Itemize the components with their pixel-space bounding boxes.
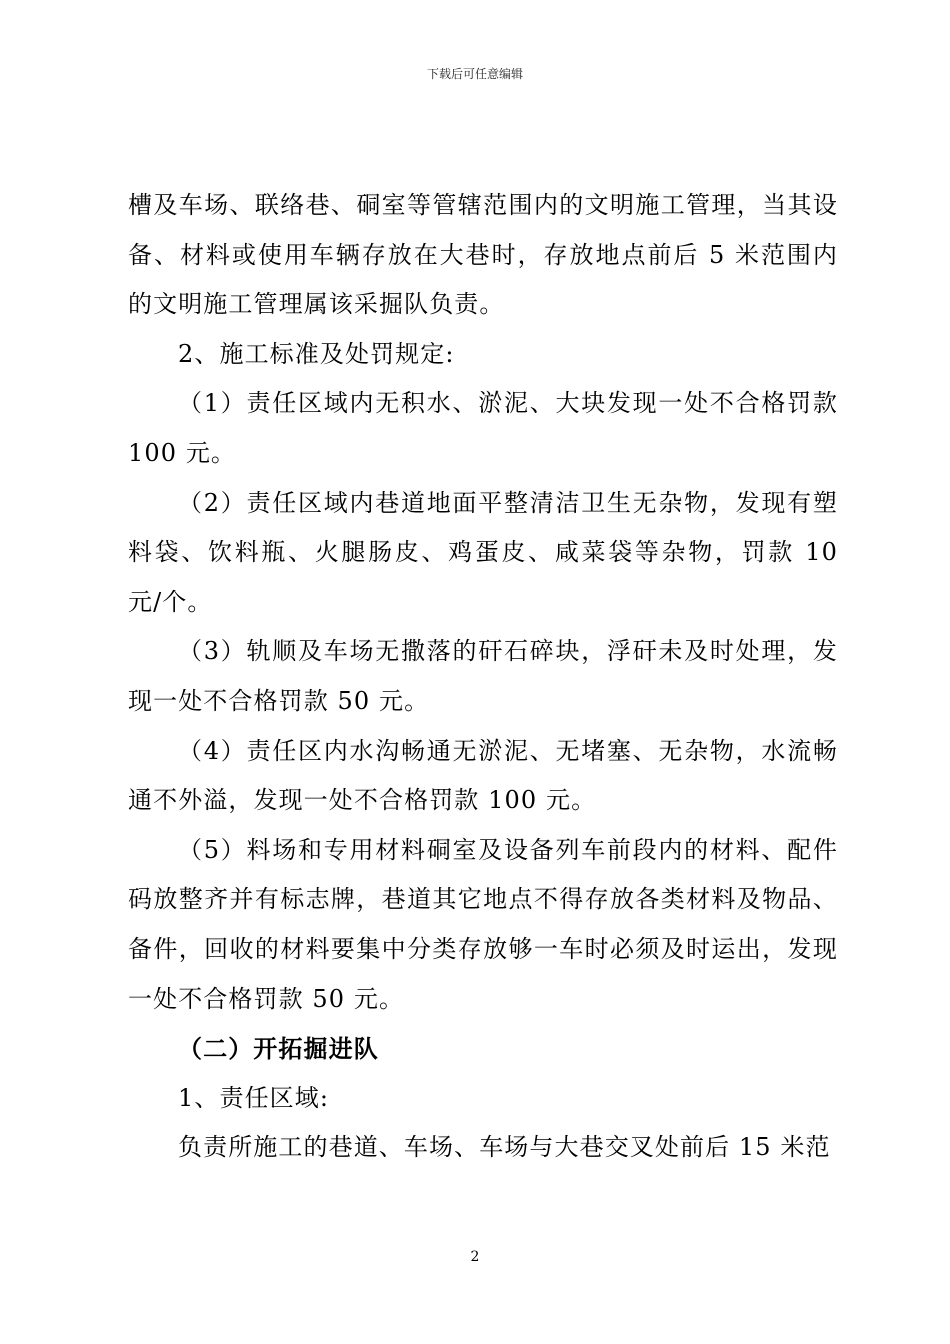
- paragraph-rule-5: （5）料场和专用材料硐室及设备列车前段内的材料、配件码放整齐并有标志牌，巷道其它地点不得存放各类材料及物品、备件，回收的材料要集中分类存放够一车时必须及时运出，发现一处不合格罚款 50 元。: [128, 835, 838, 1013]
- paragraph-area-text: 负责所施工的巷道、车场、车场与大巷交叉处前后 15 米范: [178, 1133, 831, 1162]
- document-body: [128, 181, 838, 1173]
- paragraph-subheading-area: 1、责任区域:: [178, 1083, 330, 1112]
- paragraph-subheading-standards: 2、施工标准及处罚规定:: [178, 339, 455, 368]
- section-heading: （二）开拓掘进队: [178, 1034, 379, 1064]
- paragraph-continuation: 槽及车场、联络巷、硐室等管辖范围内的文明施工管理，当其设备、材料或使用车辆存放在大巷时，存放地点前后 5 米范围内的文明施工管理属该采掘队负责。: [128, 191, 838, 319]
- paragraph-rule-3: （3）轨顺及车场无撒落的矸石碎块，浮矸未及时处理，发现一处不合格罚款 50 元。: [128, 637, 838, 715]
- page-number: 2: [470, 1249, 480, 1265]
- page-header: 下载后可任意编辑: [426, 67, 523, 81]
- paragraph-rule-1: （1）责任区域内无积水、淤泥、大块发现一处不合格罚款100 元。: [128, 389, 838, 467]
- paragraph-rule-2: （2）责任区域内巷道地面平整清洁卫生无杂物，发现有塑料袋、饮料瓶、火腿肠皮、鸡蛋皮、咸菜袋等杂物，罚款 10 元/个。: [128, 488, 838, 616]
- paragraph-rule-4: （4）责任区内水沟畅通无淤泥、无堵塞、无杂物，水流畅通不外溢，发现一处不合格罚款 100 元。: [128, 736, 838, 815]
